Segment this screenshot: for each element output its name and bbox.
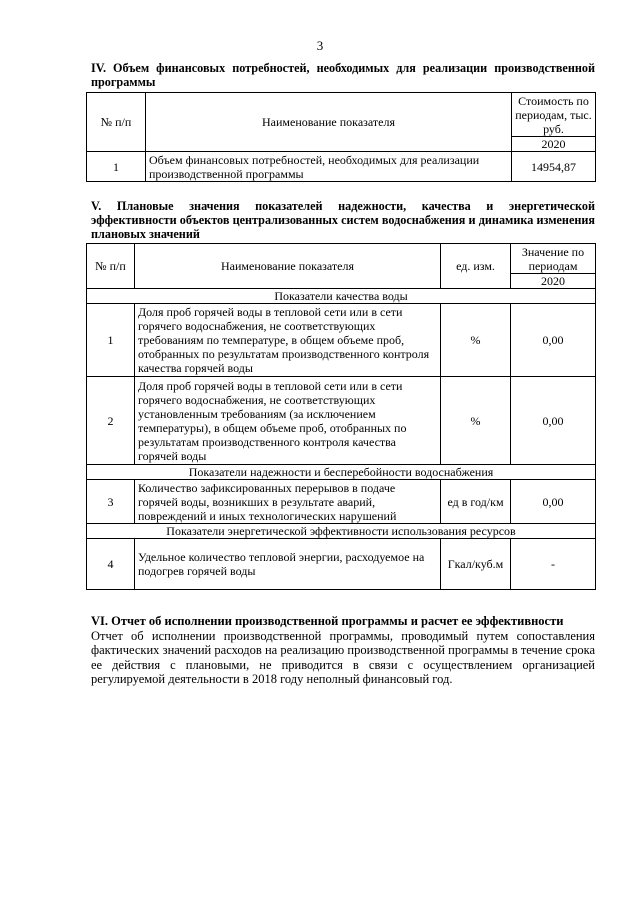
period-header: 2020 bbox=[512, 137, 596, 152]
row-value: 0,00 bbox=[511, 304, 596, 377]
col-header-value: Значение по периодам bbox=[511, 244, 596, 274]
row-name: Доля проб горячей воды в тепловой сети или в сети горячего водоснабжения, не соответствующих установленным требованиям (за исключением температуры), в общем объеме проб, отобранных по результатам производственного контроля качества горячей воды bbox=[135, 377, 441, 465]
row-num: 2 bbox=[87, 377, 135, 465]
period-header: 2020 bbox=[511, 274, 596, 289]
row-unit: % bbox=[441, 304, 511, 377]
col-header-unit: ед. изм. bbox=[441, 244, 511, 289]
table-row bbox=[87, 152, 596, 182]
row-value: 0,00 bbox=[511, 377, 596, 465]
row-num: 1 bbox=[87, 152, 146, 182]
table-row bbox=[87, 304, 596, 377]
section-4-heading: IV. Объем финансовых потребностей, необходимых для реализации производственной программы bbox=[91, 61, 595, 89]
section-6-text: Отчет об исполнении производственной программы, проводимый путем сопоставления фактических значений расходов на реализацию производственной программы в течение срока ее действия с плановыми, не приводится в связи с осуществлением организацией регулируемой деятельности в 2018 году неполный финансовый год. bbox=[91, 628, 595, 687]
table-header-row bbox=[87, 244, 596, 274]
financial-needs-table bbox=[86, 92, 596, 182]
section-6 bbox=[91, 614, 595, 687]
table-row bbox=[87, 539, 596, 590]
table-row bbox=[87, 480, 596, 524]
row-unit: Гкал/куб.м bbox=[441, 539, 511, 590]
group-energy-header: Показатели энергетической эффективности использования ресурсов bbox=[87, 524, 596, 539]
col-header-name: Наименование показателя bbox=[135, 244, 441, 289]
group-reliability-header: Показатели надежности и бесперебойности водоснабжения bbox=[87, 465, 596, 480]
row-num: 1 bbox=[87, 304, 135, 377]
indicators-table bbox=[86, 243, 596, 590]
col-header-num: № п/п bbox=[87, 244, 135, 289]
row-value: - bbox=[511, 539, 596, 590]
table-header-row bbox=[87, 93, 596, 137]
section-5-heading: V. Плановые значения показателей надежности, качества и энергетической эффективности объектов централизованных систем водоснабжения и динамика изменения плановых значений bbox=[91, 199, 595, 241]
page-number: 3 bbox=[316, 38, 324, 53]
table-row bbox=[87, 377, 596, 465]
col-header-num: № п/п bbox=[87, 93, 146, 152]
row-name: Удельное количество тепловой энергии, расходуемое на подогрев горячей воды bbox=[135, 539, 441, 590]
section-6-heading: VI. Отчет об исполнении производственной программы и расчет ее эффективности bbox=[91, 614, 564, 628]
row-unit: % bbox=[441, 377, 511, 465]
row-unit: ед в год/км bbox=[441, 480, 511, 524]
group-quality-header: Показатели качества воды bbox=[87, 289, 596, 304]
row-num: 4 bbox=[87, 539, 135, 590]
row-value: 0,00 bbox=[511, 480, 596, 524]
col-header-name: Наименование показателя bbox=[146, 93, 512, 152]
col-header-cost: Стоимость по периодам, тыс. руб. bbox=[512, 93, 596, 137]
row-num: 3 bbox=[87, 480, 135, 524]
row-name: Объем финансовых потребностей, необходимых для реализации производственной программы bbox=[146, 152, 512, 182]
row-name: Доля проб горячей воды в тепловой сети или в сети горячего водоснабжения, не соответствующих требованиям по температуре, в общем объеме проб, отобранных по результатам производственного контроля качества горячей воды bbox=[135, 304, 441, 377]
row-name: Количество зафиксированных перерывов в подаче горячей воды, возникших в результате аварий, повреждений и иных технологических нарушений bbox=[135, 480, 441, 524]
row-value: 14954,87 bbox=[512, 152, 596, 182]
